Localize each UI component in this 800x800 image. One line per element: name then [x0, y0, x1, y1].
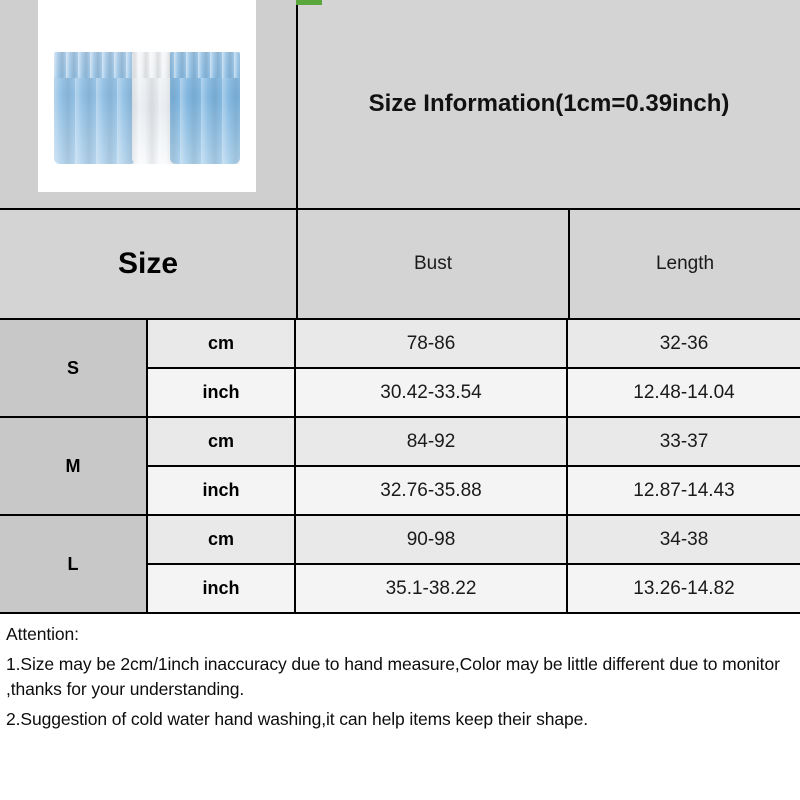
unit-label: inch — [148, 369, 296, 416]
bust-value: 32.76-35.88 — [296, 467, 568, 514]
title-cell — [298, 0, 800, 208]
attention-line-2: 2.Suggestion of cold water hand washing,it can help items keep their shape. — [6, 708, 589, 729]
garment-hem — [50, 154, 244, 170]
length-value: 32-36 — [659, 332, 709, 354]
attention-line-1: 1.Size may be 2cm/1inch inaccuracy due to hand measure,Color may be little different due to monitor ,thanks for your understanding. — [6, 653, 780, 699]
attention-block — [0, 614, 800, 731]
length-value: 13.26-14.82 — [633, 577, 735, 599]
bust-value: 35.1-38.22 — [296, 565, 568, 612]
column-header-length: Length — [655, 253, 715, 274]
garment-ruched-band — [54, 52, 240, 78]
unit-label: inch — [148, 565, 296, 612]
size-label-m: M — [0, 418, 148, 514]
length-value: 12.48-14.04 — [633, 381, 735, 403]
garment-illustration — [54, 52, 240, 164]
unit-label: cm — [148, 320, 296, 367]
bust-value: 30.42-33.54 — [296, 369, 568, 416]
length-value: 12.87-14.43 — [633, 479, 735, 501]
length-value: 34-38 — [659, 528, 709, 550]
column-header-bust: Bust — [298, 210, 570, 318]
garment-folds — [54, 78, 240, 164]
unit-label: cm — [148, 418, 296, 465]
measure-row-cm — [148, 516, 800, 565]
measure-row-cm — [148, 418, 800, 467]
table-header-row — [0, 210, 800, 320]
top-band — [0, 0, 800, 210]
unit-label: cm — [148, 516, 296, 563]
measure-row-inch — [148, 467, 800, 514]
measure-row-cm — [148, 320, 800, 369]
bust-value: 90-98 — [296, 516, 568, 563]
table-row — [0, 516, 800, 614]
table-row — [0, 418, 800, 516]
size-label-l: L — [0, 516, 148, 612]
product-photo — [38, 0, 256, 192]
table-row — [0, 320, 800, 418]
length-value: 33-37 — [659, 430, 709, 452]
green-marker — [296, 0, 322, 5]
product-image-cell — [0, 0, 298, 208]
measure-row-inch — [148, 565, 800, 612]
size-label-s: S — [0, 320, 148, 416]
column-header-size: Size — [0, 210, 298, 318]
attention-heading: Attention: — [6, 624, 79, 644]
unit-label: inch — [148, 467, 296, 514]
bust-value: 78-86 — [296, 320, 568, 367]
page-title: Size Information(1cm=0.39inch) — [368, 90, 730, 117]
measure-row-inch — [148, 369, 800, 416]
bust-value: 84-92 — [296, 418, 568, 465]
